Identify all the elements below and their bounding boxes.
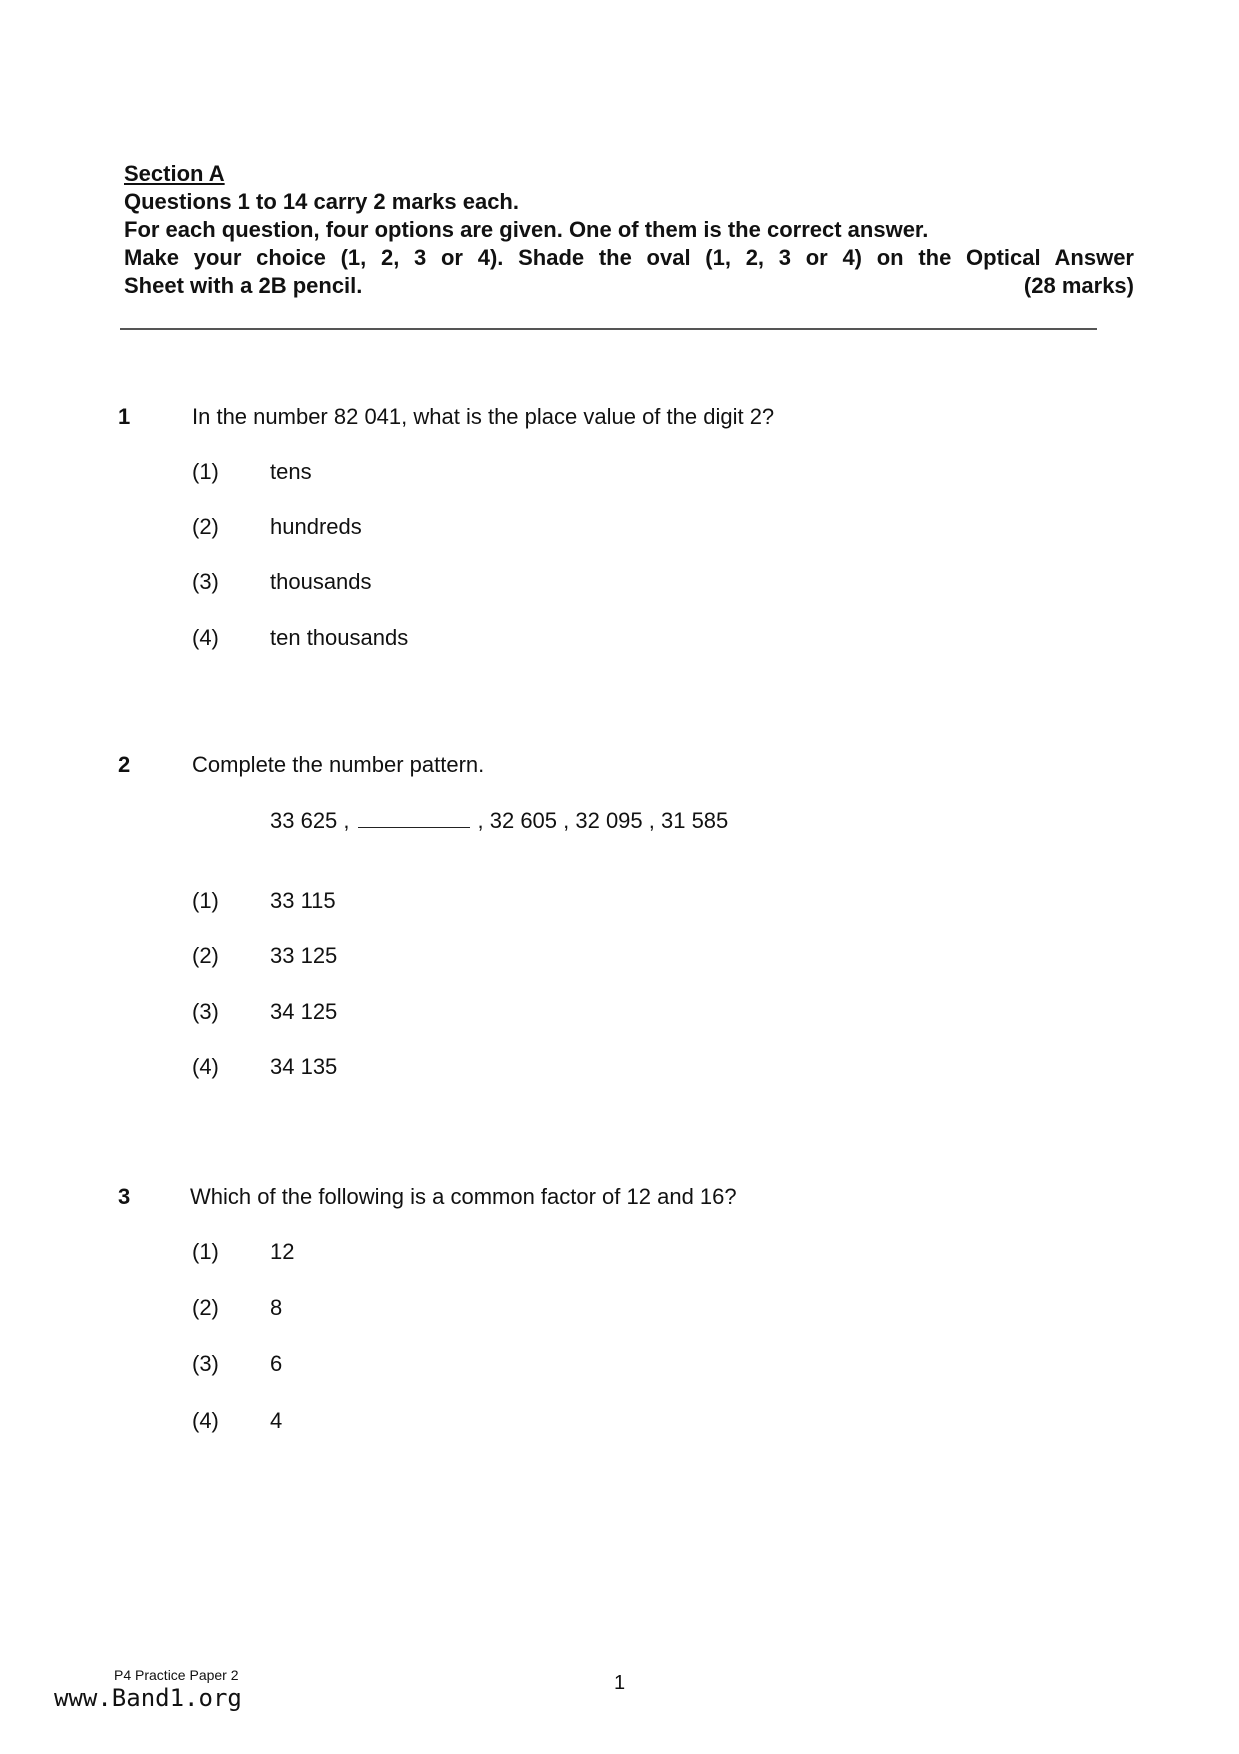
option-text: hundreds	[270, 514, 362, 539]
option-text: ten thousands	[270, 625, 409, 650]
section-title: Section A	[124, 161, 225, 186]
header-divider	[120, 328, 1097, 330]
instruction-line-4-row	[124, 272, 1134, 300]
option-number: (2)	[192, 943, 219, 968]
option-number: (1)	[192, 459, 219, 484]
total-marks: (28 marks)	[1023, 273, 1134, 298]
question-number: 1	[118, 404, 131, 429]
option-text: thousands	[270, 569, 372, 594]
option-number: (4)	[192, 1408, 219, 1433]
instruction-line-4: Sheet with a 2B pencil.	[124, 273, 363, 298]
paper-label: P4 Practice Paper 2	[114, 1667, 239, 1683]
option-text: 4	[270, 1408, 283, 1433]
option-text: 34 135	[270, 1054, 338, 1079]
option-number: (3)	[192, 1351, 219, 1376]
option-number: (3)	[192, 999, 219, 1024]
instruction-line-1: Questions 1 to 14 carry 2 marks each.	[124, 189, 519, 214]
question-text: Which of the following is a common factor of 12 and 16?	[190, 1184, 737, 1209]
instruction-line-2: For each question, four options are given. One of them is the correct answer.	[124, 217, 929, 242]
option-number: (1)	[192, 1239, 219, 1264]
option-number: (3)	[192, 569, 219, 594]
question-number: 2	[118, 752, 131, 777]
section-header	[124, 160, 1134, 300]
instruction-line-3: Make your choice (1, 2, 3 or 4). Shade the oval (1, 2, 3 or 4) on the Optical Answer	[124, 245, 1134, 270]
pattern-blank	[358, 809, 470, 828]
option-number: (4)	[192, 1054, 219, 1079]
question-text: Complete the number pattern.	[192, 752, 485, 777]
question-number: 3	[118, 1184, 131, 1209]
option-number: (2)	[192, 514, 219, 539]
question-text: In the number 82 041, what is the place value of the digit 2?	[192, 404, 775, 429]
watermark: www.Band1.org	[54, 1684, 242, 1712]
option-text: 8	[270, 1295, 283, 1320]
pattern-first: 33 625 ,	[270, 808, 350, 833]
option-text: 6	[270, 1351, 283, 1376]
option-text: 33 115	[270, 888, 336, 913]
option-text: 34 125	[270, 999, 338, 1024]
option-number: (2)	[192, 1295, 219, 1320]
option-text: 12	[270, 1239, 295, 1264]
option-text: 33 125	[270, 943, 338, 968]
number-pattern	[270, 808, 728, 834]
pattern-rest: , 32 605 , 32 095 , 31 585	[477, 808, 729, 833]
option-number: (1)	[192, 888, 219, 913]
page-number: 1	[614, 1672, 626, 1694]
option-text: tens	[270, 459, 312, 484]
option-number: (4)	[192, 625, 219, 650]
